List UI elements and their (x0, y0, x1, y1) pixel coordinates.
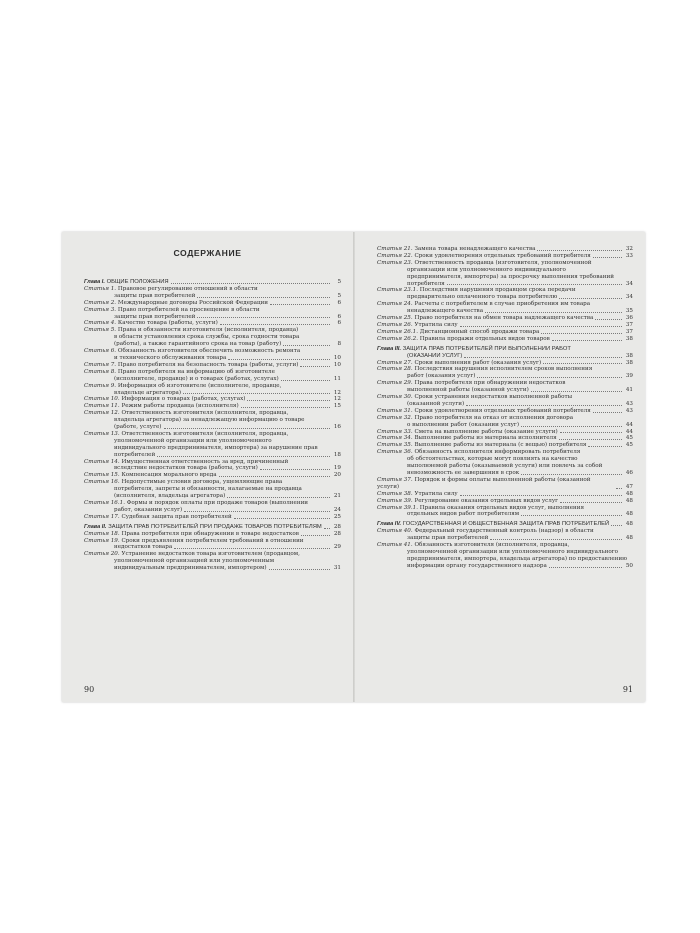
chapter-number: Глава III. (377, 345, 401, 352)
article-title: предпринимателя, импортера, владельца агрегатора) по предоставлению (407, 555, 627, 562)
toc-page-number: 50 (625, 562, 633, 569)
toc-page-number: 12 (333, 396, 341, 403)
toc-page-number: 24 (333, 506, 341, 513)
dot-leader (485, 312, 622, 313)
article-number: Статья 8. (84, 368, 117, 375)
page-number-right: 91 (622, 685, 633, 694)
article-number: Статья 3. (84, 306, 117, 313)
toc-entry (84, 431, 341, 459)
dot-leader (477, 377, 622, 378)
article-title: Обязанность изготовителя (исполнителя, продавца, (414, 542, 570, 549)
article-title: Информация об изготовителе (исполнителе, продавце, (117, 382, 282, 389)
toc-page-number: 48 (625, 535, 633, 542)
article-number: Статья 13. (84, 430, 120, 437)
article-number: Статья 37. (377, 476, 413, 483)
article-title: Регулирование оказания отдельных видов услуг (414, 497, 559, 504)
toc-page-number: 34 (625, 294, 633, 301)
article-title: Права потребителя при обнаружении недостатков (414, 380, 566, 387)
toc-page-number: 28 (333, 530, 341, 537)
toc-page-number: 12 (333, 389, 341, 396)
article-title: потребителя, запреты и обязанности, налагаемые на продавца (114, 486, 302, 493)
article-title: защиты прав потребителей (407, 535, 489, 542)
dot-leader (521, 515, 622, 516)
dot-leader (247, 400, 330, 401)
toc-entry (84, 369, 341, 383)
dot-leader (464, 357, 622, 358)
toc-page-number: 46 (625, 470, 633, 476)
toc-page-number: 5 (337, 279, 341, 285)
article-number: Статья 17. (84, 513, 120, 520)
article-title: о выполнении работ (оказании услуг) (407, 421, 520, 428)
article-title: владельца агрегатора) за ненадлежащую информацию о товаре (114, 417, 305, 424)
article-number: Статья 21. (377, 246, 413, 252)
article-title: Последствия нарушения продавцом срока передачи (419, 287, 576, 294)
article-title: Федеральный государственный контроль (надзор) в области (414, 528, 594, 535)
article-number: Статья 33. (377, 428, 413, 435)
toc-chapter (377, 346, 633, 360)
article-title: индивидуальным предпринимателем, импортером) (114, 565, 267, 572)
toc-chapter (84, 524, 341, 531)
dot-leader (560, 432, 622, 433)
toc-entry (377, 380, 633, 394)
article-title: (исполнителя, владельца агрегатора) (114, 493, 226, 500)
book-spread (62, 232, 645, 702)
dot-leader (197, 297, 330, 298)
article-title: Утратила силу (414, 321, 458, 328)
article-title: Права и обязанности изготовителя (исполнителя, продавца) (117, 327, 299, 334)
toc-entry (377, 366, 633, 380)
toc-page-number: 25 (333, 513, 341, 520)
article-title: Сроки устранения недостатков выполненной работы (414, 394, 573, 401)
toc-entry (377, 394, 633, 408)
toc-entry (84, 348, 341, 362)
article-title: потребителей (114, 451, 156, 458)
article-title: невозможность ее завершения в срок (407, 470, 520, 476)
chapter-title: (ОКАЗАНИИ УСЛУГ) (407, 352, 463, 359)
article-title: Ответственность продавца (изготовителя, уполномоченной (414, 259, 592, 266)
dot-leader (460, 326, 622, 327)
chapter-number: Глава IV. (377, 521, 402, 528)
article-number: Статья 20. (84, 551, 120, 558)
toc-page-number: 34 (625, 280, 633, 287)
article-title: недостатков товара (114, 544, 173, 551)
toc-page-number: 10 (333, 361, 341, 368)
toc-page-number: 5 (337, 292, 341, 299)
article-number: Статья 39. (377, 497, 413, 504)
dot-leader (521, 474, 622, 475)
dot-leader (593, 412, 622, 413)
article-number: Статья 25. (377, 315, 413, 322)
dot-leader (300, 366, 330, 367)
dot-leader (324, 528, 330, 529)
article-title: Сроки удовлетворения отдельных требований потребителя (414, 407, 591, 414)
toc-page-number: 6 (337, 313, 341, 320)
article-title: Международные договоры Российской Федерации (117, 299, 268, 306)
article-number: Статья 26. (377, 321, 413, 328)
toc-page-number: 16 (333, 424, 341, 431)
toc-page-number: 39 (625, 373, 633, 380)
article-title: предпринимателя, импортера) за просрочку выполнения требований (407, 273, 614, 280)
article-number: Статья 7. (84, 361, 117, 368)
toc-page-number: 44 (625, 421, 633, 428)
toc-page-number: 33 (625, 252, 633, 259)
dot-leader (560, 502, 622, 503)
dot-leader (543, 363, 622, 364)
chapter-number: Глава II. (84, 523, 107, 530)
article-title: об обстоятельствах, которые могут повлиять на качество (407, 456, 578, 463)
dot-leader (559, 298, 622, 299)
dot-leader (164, 428, 331, 429)
dot-leader (616, 488, 622, 489)
article-title: выполненной работы (оказанной услуги) (407, 387, 529, 394)
toc-entry (84, 307, 341, 321)
toc-entry (377, 498, 633, 505)
toc-page-number: 38 (625, 352, 633, 359)
toc-page-number: 29 (333, 544, 341, 551)
toc-page-number: 48 (625, 497, 633, 504)
article-number: Статья 5. (84, 327, 117, 334)
article-title: Последствия нарушения исполнителем сроков выполнения (414, 366, 593, 373)
article-number: Статья 36. (377, 449, 413, 456)
chapter-number: Глава I. (84, 279, 105, 285)
dot-leader (595, 319, 622, 320)
article-number: Статья 18. (84, 530, 120, 537)
article-title: Право потребителей на просвещение в области (117, 306, 260, 313)
article-number: Статья 41. (377, 542, 413, 549)
article-title: (оказанной услуги) (407, 400, 465, 407)
article-number: Статья 10. (84, 396, 120, 403)
article-title: Право потребителя на отказ от исполнения договора (414, 414, 574, 421)
dot-leader (593, 257, 622, 258)
article-number: Статья 23.1. (377, 287, 418, 294)
article-title: Имущественная ответственность за вред, причиненный (121, 458, 289, 465)
dot-leader (549, 567, 622, 568)
article-number: Статья 34. (377, 435, 413, 442)
toc-page-number: 28 (333, 523, 341, 530)
toc-entry (377, 449, 633, 477)
article-number: Статья 26.1. (377, 328, 418, 335)
article-title: предварительно оплаченного товара потребителю (407, 294, 558, 301)
toc-page-number: 45 (625, 442, 633, 449)
toc-page-number: 38 (625, 359, 633, 366)
toc-heading: СОДЕРЖАНИЕ (173, 248, 242, 258)
toc-page-number: 36 (625, 315, 633, 322)
article-title: Сроки предъявления потребителем требований в отношении (121, 537, 304, 544)
dot-leader (588, 446, 622, 447)
article-number: Статья 39.1. (377, 504, 418, 511)
chapter-title: ГОСУДАРСТВЕННАЯ И ОБЩЕСТВЕННАЯ ЗАЩИТА ПРАВ ПОТРЕБИТЕЛЕЙ (402, 521, 610, 528)
article-title: Сроки выполнения работ (оказания услуг) (414, 359, 542, 366)
article-number: Статья 23. (377, 259, 413, 266)
toc-page-number: 43 (625, 400, 633, 407)
article-title: Обязанность изготовителя обеспечить возможность ремонта (117, 348, 301, 355)
article-number: Статья 9. (84, 382, 117, 389)
dot-leader (174, 548, 330, 549)
toc-left (84, 276, 341, 572)
article-number: Статья 19. (84, 537, 120, 544)
toc-page-number: 48 (625, 521, 633, 528)
article-number: Статья 2. (84, 299, 117, 306)
toc-page-number: 10 (333, 354, 341, 361)
toc-entry (377, 287, 633, 301)
article-title: работ (оказания услуг) (407, 373, 476, 380)
article-title: Право потребителя на безопасность товара (работы, услуги) (117, 361, 299, 368)
toc-page-number: 19 (333, 465, 341, 472)
article-number: Статья 32. (377, 414, 413, 421)
article-title: Замена товара ненадлежащего качества (414, 246, 536, 252)
toc-page-number: 15 (333, 403, 341, 410)
dot-leader (460, 495, 622, 496)
dot-leader (466, 405, 622, 406)
article-title: уполномоченной организации или уполномоченного (114, 437, 272, 444)
article-title: защиты прав потребителей (114, 313, 196, 320)
article-number: Статья 15. (84, 472, 120, 479)
article-title: потребителя (407, 280, 445, 287)
article-title: в области установления срока службы, срока годности товара (114, 334, 300, 341)
article-title: владельце агрегатора) (114, 389, 182, 396)
chapter-title: ОБЩИЕ ПОЛОЖЕНИЯ (106, 279, 169, 285)
toc-entry (84, 327, 341, 348)
dot-leader (157, 456, 330, 457)
toc-entry (377, 505, 633, 519)
toc-page-number: 38 (625, 335, 633, 342)
article-title: индивидуального предпринимателя, импортера) за нарушение прав (114, 444, 318, 451)
article-number: Статья 27. (377, 359, 413, 366)
article-number: Статья 24. (377, 301, 413, 308)
toc-entry (84, 551, 341, 572)
toc-page-number: 41 (625, 387, 633, 394)
dot-leader (228, 359, 330, 360)
article-title: Правовое регулирование отношений в области (117, 285, 258, 292)
toc-page-number: 8 (337, 341, 341, 348)
toc-entry (84, 286, 341, 300)
dot-leader (559, 439, 622, 440)
article-number: Статья 38. (377, 490, 413, 497)
toc-entry (377, 246, 633, 253)
article-title: Права потребителя при обнаружении в товаре недостатков (121, 530, 299, 537)
article-title: Правила продажи отдельных видов товаров (419, 335, 550, 342)
toc-right (377, 246, 633, 570)
page-number-left: 90 (84, 685, 95, 694)
chapter-title: ЗАЩИТА ПРАВ ПОТРЕБИТЕЛЕЙ ПРИ ПРОДАЖЕ ТОВАРОВ ПОТРЕБИТЕЛЯМ (108, 523, 322, 530)
toc-entry (84, 472, 341, 479)
article-title: Ответственность изготовителя (исполнителя, продавца, (121, 430, 289, 437)
toc-entry (84, 500, 341, 514)
toc-chapter (84, 279, 341, 286)
article-title: выполняемой работы (оказываемой услуги) или повлечь за собой (407, 463, 603, 470)
article-number: Статья 40. (377, 528, 413, 535)
article-title: Выполнение работы из материала исполнителя (414, 435, 557, 442)
article-title: Право потребителя на обмен товара надлежащего качества (414, 315, 594, 322)
article-title: Информация о товарах (работах, услугах) (121, 396, 246, 403)
dot-leader (537, 250, 622, 251)
toc-entry (377, 336, 633, 343)
article-title: Компенсация морального вреда (121, 472, 217, 479)
article-title: информации органу государственного надзора (407, 562, 547, 569)
dot-leader (521, 426, 622, 427)
toc-page-number: 45 (625, 435, 633, 442)
toc-entry (84, 383, 341, 397)
toc-entry (377, 415, 633, 429)
toc-entry (84, 300, 341, 307)
article-title: Режим работы продавца (исполнителя) (121, 403, 239, 410)
toc-page-number: 6 (337, 320, 341, 327)
toc-entry (377, 408, 633, 415)
dot-leader (270, 304, 330, 305)
toc-page-number: 37 (625, 328, 633, 335)
article-title: (работе, услуге) (114, 424, 162, 431)
article-title: Расчеты с потребителем в случае приобретения им товара (414, 301, 591, 308)
toc-page-number: 20 (333, 472, 341, 479)
toc-page-number: 35 (625, 308, 633, 315)
toc-page-number: 37 (625, 321, 633, 328)
article-number: Статья 35. (377, 442, 413, 449)
article-title: вследствие недостатков товара (работы, услуги) (114, 465, 258, 472)
article-title: уполномоченной организации или уполномоченного индивидуального (407, 548, 619, 555)
dot-leader (301, 535, 330, 536)
article-number: Статья 16.1. (84, 500, 125, 506)
article-number: Статья 30. (377, 394, 413, 401)
dot-leader (183, 393, 330, 394)
toc-page-number: 32 (625, 246, 633, 252)
toc-entry (84, 531, 341, 538)
article-title: Ответственность изготовителя (исполнителя, продавца, (121, 410, 289, 417)
article-title: Недопустимые условия договора, ущемляющие права (121, 479, 283, 486)
toc-entry (377, 322, 633, 329)
toc-entry (377, 253, 633, 260)
toc-entry (377, 491, 633, 498)
article-title: Выполнение работы из материала (с вещью) потребителя (414, 442, 587, 449)
article-title: Судебная защита прав потребителей (121, 513, 232, 520)
dot-leader (184, 511, 330, 512)
toc-page-number: 11 (333, 375, 341, 382)
toc-entry (84, 410, 341, 431)
dot-leader (234, 518, 330, 519)
article-title: Смета на выполнение работы (оказание услуги) (414, 428, 558, 435)
article-number: Статья 12. (84, 410, 120, 417)
article-title: Утратила силу (414, 490, 458, 497)
toc-entry (377, 360, 633, 367)
dot-leader (219, 476, 330, 477)
article-number: Статья 14. (84, 458, 120, 465)
dot-leader (241, 407, 330, 408)
toc-page-number: 47 (625, 483, 633, 490)
toc-page-number: 21 (333, 493, 341, 500)
toc-entry (377, 260, 633, 288)
article-title: (исполнителе, продавце) и о товарах (работах, услугах) (114, 375, 279, 382)
article-number: Статья 31. (377, 407, 413, 414)
dot-leader (531, 391, 622, 392)
article-number: Статья 28. (377, 366, 413, 373)
article-title: и технического обслуживания товара (114, 354, 227, 361)
toc-entry (377, 528, 633, 542)
right-page (355, 232, 645, 702)
toc-entry (84, 459, 341, 473)
toc-entry (84, 538, 341, 552)
article-title: Формы и порядок оплаты при продаже товаров (выполнении (126, 500, 309, 506)
left-page (62, 232, 353, 702)
article-number: Статья 1. (84, 285, 117, 292)
dot-leader (227, 497, 330, 498)
article-title: организации или уполномоченного индивидуального (407, 266, 566, 273)
article-title: Устранение недостатков товара изготовителем (продавцом, (121, 551, 300, 558)
toc-entry (377, 477, 633, 491)
article-title: отдельных видов работ потребителям (407, 511, 520, 518)
toc-entry (84, 362, 341, 369)
article-title: Право потребителя на информацию об изготовителе (117, 368, 275, 375)
toc-page-number: 44 (625, 428, 633, 435)
toc-page-number: 48 (625, 511, 633, 518)
article-number: Статья 26.2. (377, 335, 418, 342)
article-title: уполномоченной организацией или уполномоченным (114, 558, 275, 565)
dot-leader (447, 284, 622, 285)
article-title: Сроки удовлетворения отдельных требований потребителя (414, 252, 591, 259)
toc-page-number: 31 (333, 565, 341, 572)
toc-entry (377, 329, 633, 336)
toc-page-number: 18 (333, 451, 341, 458)
dot-leader (260, 469, 330, 470)
article-title: Правила оказания отдельных видов услуг, выполнения (419, 504, 585, 511)
dot-leader (490, 539, 622, 540)
dot-leader (220, 324, 330, 325)
article-title: Обязанность исполнителя информировать потребителя (414, 449, 581, 456)
article-number: Статья 11. (84, 403, 120, 410)
dot-leader (541, 333, 622, 334)
toc-entry (84, 479, 341, 500)
dot-leader (283, 345, 330, 346)
article-title: работ, оказании услуг) (114, 506, 183, 513)
article-title: Качество товара (работы, услуги) (117, 320, 218, 327)
article-title: ненадлежащего качества (407, 308, 484, 315)
article-number: Статья 22. (377, 252, 413, 259)
dot-leader (197, 317, 330, 318)
article-number: Статья 6. (84, 348, 117, 355)
toc-page-number: 43 (625, 407, 633, 414)
toc-entry (377, 315, 633, 322)
article-number: Статья 4. (84, 320, 117, 327)
article-number: Статья 29. (377, 380, 413, 387)
dot-leader (171, 283, 330, 284)
article-title: защиты прав потребителей (114, 292, 196, 299)
dot-leader (552, 340, 622, 341)
toc-entry (84, 514, 341, 521)
article-title: (работы), а также гарантийного срока на товар (работу) (114, 341, 282, 348)
dot-leader (611, 525, 622, 526)
toc-entry (377, 542, 633, 570)
article-title: Дистанционный способ продажи товара (419, 328, 540, 335)
article-number: Статья 16. (84, 479, 120, 486)
toc-entry (377, 301, 633, 315)
article-title: Порядок и формы оплаты выполненной работы (оказанной услуги) (377, 476, 591, 490)
chapter-title: ЗАЩИТА ПРАВ ПОТРЕБИТЕЛЕЙ ПРИ ВЫПОЛНЕНИИ РАБОТ (402, 345, 571, 352)
dot-leader (281, 380, 330, 381)
toc-page-number: 6 (337, 299, 341, 306)
toc-page-number: 48 (625, 490, 633, 497)
dot-leader (269, 569, 330, 570)
